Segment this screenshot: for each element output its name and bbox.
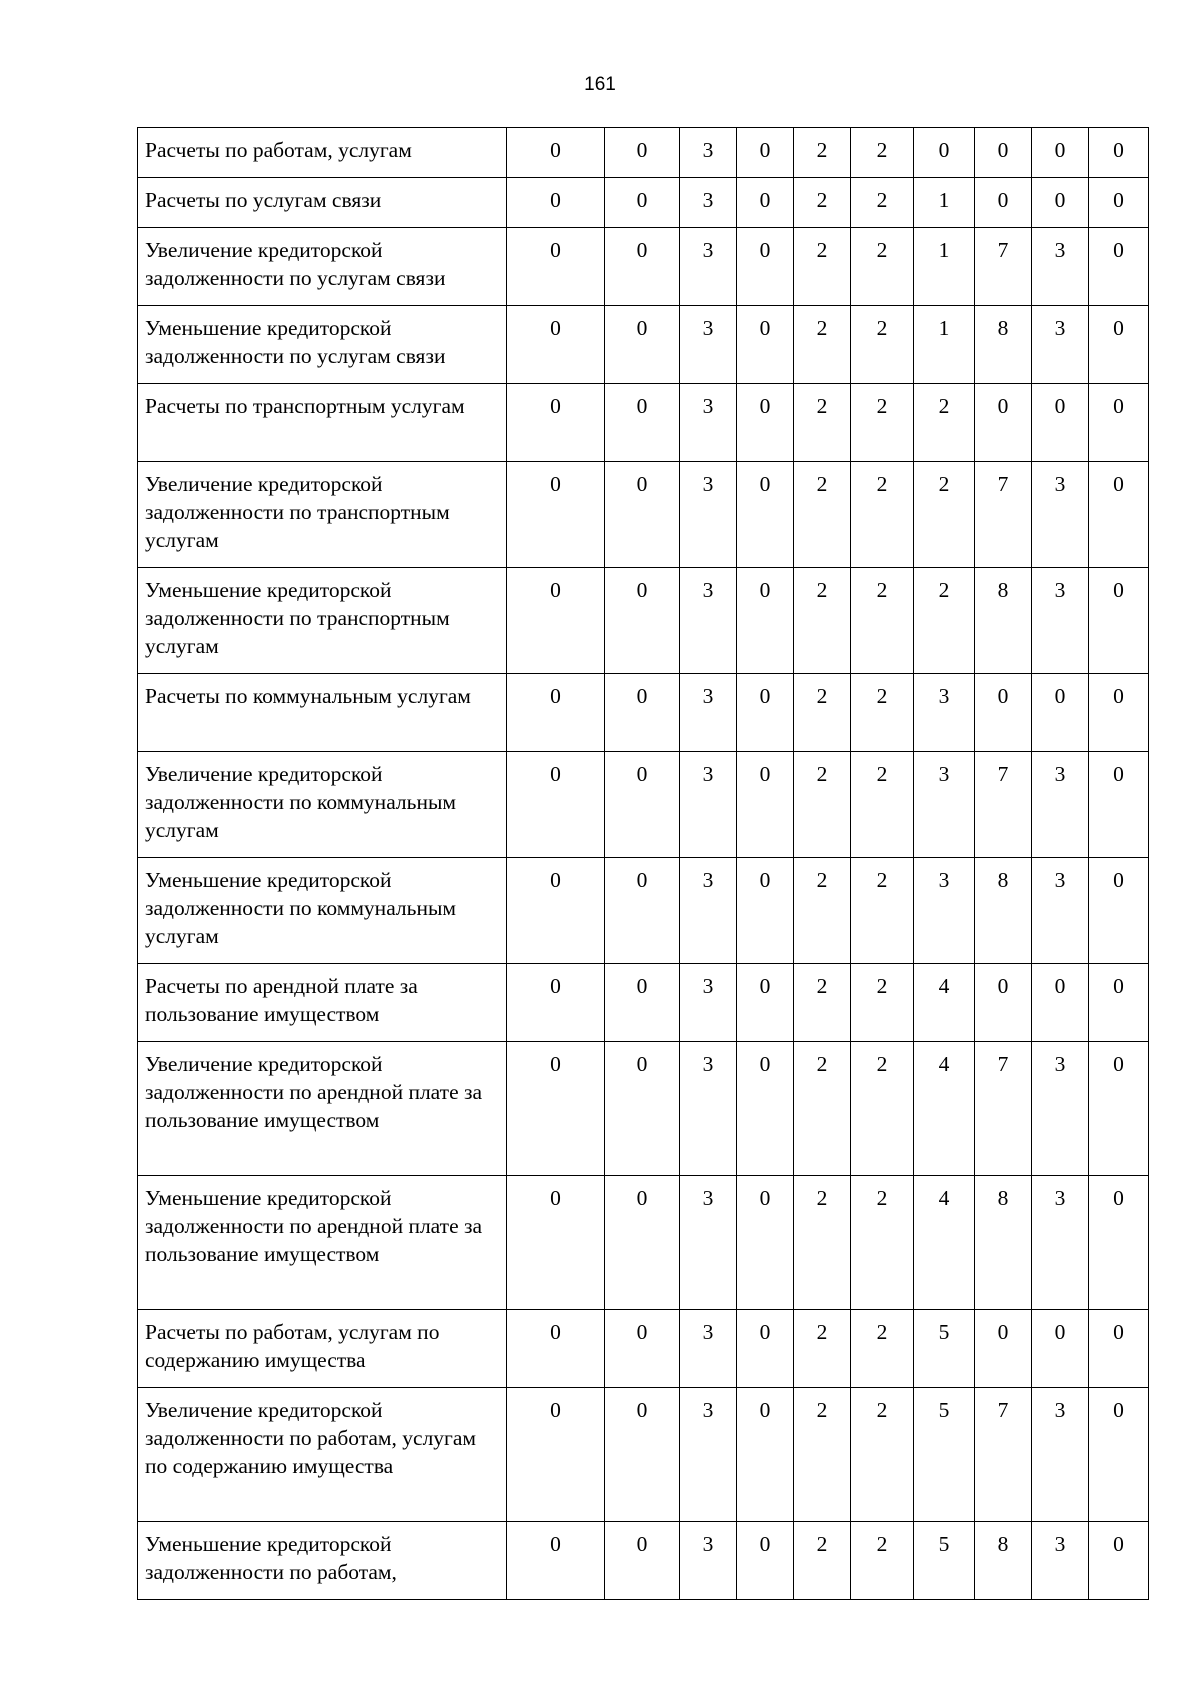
code-digit-cell: 2 (794, 964, 851, 1042)
code-digit-cell: 2 (794, 306, 851, 384)
table-row (138, 1176, 1149, 1310)
code-digit-cell: 0 (507, 858, 605, 964)
code-digit-cell: 8 (975, 1522, 1032, 1600)
code-digit-cell: 8 (975, 858, 1032, 964)
account-label-cell: Уменьшение кредиторской задолженности по работам, (138, 1522, 507, 1600)
code-digit-cell: 0 (507, 462, 605, 568)
code-digit-cell: 0 (1089, 1522, 1149, 1600)
account-label-cell: Уменьшение кредиторской задолженности по транспортным услугам (138, 568, 507, 674)
table-row (138, 306, 1149, 384)
code-digit-cell: 2 (851, 128, 914, 178)
code-digit-cell: 0 (737, 228, 794, 306)
code-digit-cell: 2 (851, 964, 914, 1042)
account-label-cell: Расчеты по услугам связи (138, 178, 507, 228)
code-digit-cell: 2 (794, 1176, 851, 1310)
code-digit-cell: 2 (914, 462, 975, 568)
code-digit-cell: 0 (1089, 1310, 1149, 1388)
code-digit-cell: 0 (1089, 1176, 1149, 1310)
code-digit-cell: 0 (507, 178, 605, 228)
code-digit-cell: 0 (975, 384, 1032, 462)
code-digit-cell: 1 (914, 306, 975, 384)
code-digit-cell: 0 (507, 1176, 605, 1310)
code-digit-cell: 5 (914, 1522, 975, 1600)
code-digit-cell: 0 (507, 384, 605, 462)
code-digit-cell: 0 (1089, 858, 1149, 964)
code-digit-cell: 2 (851, 306, 914, 384)
code-digit-cell: 2 (851, 178, 914, 228)
code-digit-cell: 2 (794, 228, 851, 306)
account-label-cell: Расчеты по коммунальным услугам (138, 674, 507, 752)
code-digit-cell: 0 (975, 128, 1032, 178)
code-digit-cell: 0 (737, 752, 794, 858)
account-label-cell: Увеличение кредиторской задолженности по услугам связи (138, 228, 507, 306)
code-digit-cell: 7 (975, 462, 1032, 568)
code-digit-cell: 0 (737, 1388, 794, 1522)
code-digit-cell: 0 (507, 1522, 605, 1600)
table-row (138, 384, 1149, 462)
code-digit-cell: 2 (914, 568, 975, 674)
account-label-cell: Увеличение кредиторской задолженности по работам, услугам по содержанию имущества (138, 1388, 507, 1522)
code-digit-cell: 3 (1032, 1522, 1089, 1600)
code-digit-cell: 2 (794, 1310, 851, 1388)
code-digit-cell: 2 (794, 1388, 851, 1522)
code-digit-cell: 3 (680, 228, 737, 306)
code-digit-cell: 0 (605, 178, 680, 228)
table-row (138, 752, 1149, 858)
code-digit-cell: 3 (1032, 462, 1089, 568)
code-digit-cell: 0 (605, 568, 680, 674)
code-digit-cell: 3 (1032, 858, 1089, 964)
code-digit-cell: 0 (507, 306, 605, 384)
code-digit-cell: 5 (914, 1388, 975, 1522)
code-digit-cell: 3 (680, 1522, 737, 1600)
code-digit-cell: 2 (851, 384, 914, 462)
code-digit-cell: 0 (1089, 964, 1149, 1042)
code-digit-cell: 0 (737, 462, 794, 568)
code-digit-cell: 0 (605, 306, 680, 384)
code-digit-cell: 0 (1032, 128, 1089, 178)
code-digit-cell: 0 (737, 384, 794, 462)
code-digit-cell: 3 (680, 128, 737, 178)
table-row (138, 964, 1149, 1042)
code-digit-cell: 2 (851, 1522, 914, 1600)
code-digit-cell: 0 (975, 1310, 1032, 1388)
table-row (138, 228, 1149, 306)
code-digit-cell: 3 (680, 178, 737, 228)
code-digit-cell: 0 (1032, 674, 1089, 752)
code-digit-cell: 2 (794, 462, 851, 568)
code-digit-cell: 3 (1032, 1176, 1089, 1310)
code-digit-cell: 2 (851, 752, 914, 858)
table-row (138, 1042, 1149, 1176)
code-digit-cell: 0 (507, 1388, 605, 1522)
code-digit-cell: 3 (1032, 306, 1089, 384)
code-digit-cell: 0 (1089, 674, 1149, 752)
code-digit-cell: 0 (975, 964, 1032, 1042)
account-label-cell: Расчеты по работам, услугам (138, 128, 507, 178)
code-digit-cell: 0 (737, 1522, 794, 1600)
code-digit-cell: 0 (1089, 384, 1149, 462)
code-digit-cell: 0 (914, 128, 975, 178)
code-digit-cell: 0 (1032, 1310, 1089, 1388)
code-digit-cell: 0 (975, 674, 1032, 752)
table-row (138, 1388, 1149, 1522)
code-digit-cell: 7 (975, 752, 1032, 858)
table-row (138, 1310, 1149, 1388)
code-digit-cell: 3 (914, 674, 975, 752)
code-digit-cell: 0 (605, 462, 680, 568)
code-digit-cell: 0 (737, 128, 794, 178)
code-digit-cell: 0 (605, 1042, 680, 1176)
code-digit-cell: 0 (737, 1310, 794, 1388)
code-digit-cell: 3 (680, 1176, 737, 1310)
code-digit-cell: 0 (1089, 462, 1149, 568)
account-label-cell: Расчеты по транспортным услугам (138, 384, 507, 462)
code-digit-cell: 0 (507, 128, 605, 178)
code-digit-cell: 0 (1089, 752, 1149, 858)
code-digit-cell: 4 (914, 1176, 975, 1310)
account-label-cell: Увеличение кредиторской задолженности по транспортным услугам (138, 462, 507, 568)
table-row (138, 462, 1149, 568)
code-digit-cell: 3 (680, 964, 737, 1042)
code-digit-cell: 0 (737, 178, 794, 228)
code-digit-cell: 0 (605, 1388, 680, 1522)
code-digit-cell: 3 (680, 858, 737, 964)
table-row (138, 674, 1149, 752)
code-digit-cell: 8 (975, 568, 1032, 674)
code-digit-cell: 3 (680, 462, 737, 568)
account-label-cell: Уменьшение кредиторской задолженности по услугам связи (138, 306, 507, 384)
code-digit-cell: 2 (851, 228, 914, 306)
code-digit-cell: 2 (794, 128, 851, 178)
code-digit-cell: 5 (914, 1310, 975, 1388)
account-label-cell: Расчеты по арендной плате за пользование имуществом (138, 964, 507, 1042)
code-digit-cell: 3 (1032, 1042, 1089, 1176)
code-digit-cell: 0 (1089, 1042, 1149, 1176)
code-digit-cell: 0 (1032, 178, 1089, 228)
code-digit-cell: 0 (605, 128, 680, 178)
account-label-cell: Уменьшение кредиторской задолженности по коммунальным услугам (138, 858, 507, 964)
code-digit-cell: 0 (605, 1310, 680, 1388)
code-digit-cell: 0 (737, 568, 794, 674)
code-digit-cell: 0 (507, 1042, 605, 1176)
code-digit-cell: 3 (1032, 228, 1089, 306)
code-digit-cell: 0 (737, 306, 794, 384)
code-digit-cell: 3 (914, 858, 975, 964)
table-row (138, 858, 1149, 964)
code-digit-cell: 2 (851, 858, 914, 964)
code-digit-cell: 0 (507, 964, 605, 1042)
code-digit-cell: 2 (794, 752, 851, 858)
code-digit-cell: 0 (737, 1042, 794, 1176)
code-digit-cell: 2 (794, 858, 851, 964)
code-digit-cell: 0 (1089, 128, 1149, 178)
code-digit-cell: 2 (851, 568, 914, 674)
code-digit-cell: 3 (680, 568, 737, 674)
code-digit-cell: 3 (1032, 752, 1089, 858)
code-digit-cell: 2 (794, 568, 851, 674)
code-digit-cell: 1 (914, 178, 975, 228)
code-digit-cell: 0 (975, 178, 1032, 228)
table-row (138, 128, 1149, 178)
code-digit-cell: 4 (914, 1042, 975, 1176)
code-digit-cell: 0 (605, 674, 680, 752)
code-digit-cell: 0 (737, 674, 794, 752)
code-digit-cell: 2 (794, 178, 851, 228)
code-digit-cell: 0 (1089, 228, 1149, 306)
code-digit-cell: 2 (851, 674, 914, 752)
code-digit-cell: 0 (605, 858, 680, 964)
code-digit-cell: 2 (851, 462, 914, 568)
code-digit-cell: 0 (507, 568, 605, 674)
code-digit-cell: 7 (975, 228, 1032, 306)
code-digit-cell: 2 (851, 1176, 914, 1310)
code-digit-cell: 2 (851, 1388, 914, 1522)
code-digit-cell: 0 (737, 1176, 794, 1310)
code-digit-cell: 3 (1032, 1388, 1089, 1522)
code-digit-cell: 0 (1089, 568, 1149, 674)
account-label-cell: Увеличение кредиторской задолженности по арендной плате за пользование имуществом (138, 1042, 507, 1176)
code-digit-cell: 3 (680, 384, 737, 462)
code-digit-cell: 0 (605, 1522, 680, 1600)
page-number: 161 (584, 74, 616, 95)
code-digit-cell: 4 (914, 964, 975, 1042)
code-digit-cell: 2 (851, 1042, 914, 1176)
table-row (138, 568, 1149, 674)
code-digit-cell: 0 (605, 228, 680, 306)
code-digit-cell: 8 (975, 306, 1032, 384)
code-digit-cell: 0 (507, 1310, 605, 1388)
table-row (138, 1522, 1149, 1600)
code-digit-cell: 0 (1089, 306, 1149, 384)
code-digit-cell: 0 (1089, 178, 1149, 228)
code-digit-cell: 0 (737, 964, 794, 1042)
code-digit-cell: 0 (1032, 964, 1089, 1042)
table-row (138, 178, 1149, 228)
code-digit-cell: 0 (605, 384, 680, 462)
code-digit-cell: 0 (507, 752, 605, 858)
code-digit-cell: 8 (975, 1176, 1032, 1310)
code-digit-cell: 2 (914, 384, 975, 462)
code-digit-cell: 2 (851, 1310, 914, 1388)
code-digit-cell: 3 (680, 1042, 737, 1176)
code-digit-cell: 2 (794, 1042, 851, 1176)
code-digit-cell: 2 (794, 384, 851, 462)
code-digit-cell: 0 (507, 674, 605, 752)
code-digit-cell: 1 (914, 228, 975, 306)
code-digit-cell: 3 (680, 752, 737, 858)
code-digit-cell: 3 (680, 306, 737, 384)
account-codes-table (137, 127, 1149, 1600)
code-digit-cell: 3 (914, 752, 975, 858)
code-digit-cell: 2 (794, 674, 851, 752)
code-digit-cell: 0 (605, 1176, 680, 1310)
code-digit-cell: 0 (605, 752, 680, 858)
code-digit-cell: 0 (507, 228, 605, 306)
code-digit-cell: 3 (680, 1388, 737, 1522)
code-digit-cell: 0 (1032, 384, 1089, 462)
account-label-cell: Уменьшение кредиторской задолженности по арендной плате за пользование имуществом (138, 1176, 507, 1310)
account-label-cell: Расчеты по работам, услугам по содержанию имущества (138, 1310, 507, 1388)
code-digit-cell: 0 (605, 964, 680, 1042)
account-label-cell: Увеличение кредиторской задолженности по коммунальным услугам (138, 752, 507, 858)
code-digit-cell: 3 (680, 1310, 737, 1388)
code-digit-cell: 2 (794, 1522, 851, 1600)
code-digit-cell: 7 (975, 1042, 1032, 1176)
code-digit-cell: 3 (680, 674, 737, 752)
code-digit-cell: 7 (975, 1388, 1032, 1522)
code-digit-cell: 0 (1089, 1388, 1149, 1522)
code-digit-cell: 0 (737, 858, 794, 964)
code-digit-cell: 3 (1032, 568, 1089, 674)
